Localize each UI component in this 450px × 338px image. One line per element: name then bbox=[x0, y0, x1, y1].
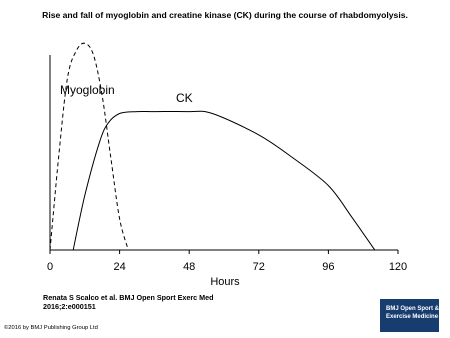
citation-reference: 2016;2:e000151 bbox=[43, 302, 96, 311]
x-axis-label: Hours bbox=[210, 276, 240, 288]
myoglobin-series-label: Myoglobin bbox=[60, 83, 115, 97]
ck-series-line bbox=[73, 111, 375, 250]
x-tick-marks bbox=[50, 250, 398, 254]
x-tick-label: 0 bbox=[46, 261, 54, 273]
x-tick-label: 24 bbox=[113, 261, 126, 273]
slide-title: Rise and fall of myoglobin and creatine kinase (CK) during the course of rhabdomyolysis. bbox=[42, 10, 408, 20]
x-tick-label: 48 bbox=[183, 261, 196, 273]
copyright-notice: ©2016 by BMJ Publishing Group Ltd bbox=[4, 325, 98, 331]
citation bbox=[43, 293, 214, 311]
x-tick-label: 96 bbox=[322, 261, 335, 273]
x-tick-label: 72 bbox=[252, 261, 265, 273]
ck-series-label: CK bbox=[176, 91, 193, 105]
x-tick-labels bbox=[47, 261, 407, 273]
x-tick-label: 120 bbox=[388, 261, 408, 273]
myoglobin-series-line bbox=[50, 43, 128, 250]
logo-line-1: BMJ Open Sport & bbox=[386, 306, 440, 312]
citation-authors: Renata S Scalco et al. BMJ Open Sport Exerc Med bbox=[43, 293, 214, 302]
logo-line-2: Exercise Medicine bbox=[386, 314, 439, 320]
journal-logo bbox=[380, 299, 439, 332]
